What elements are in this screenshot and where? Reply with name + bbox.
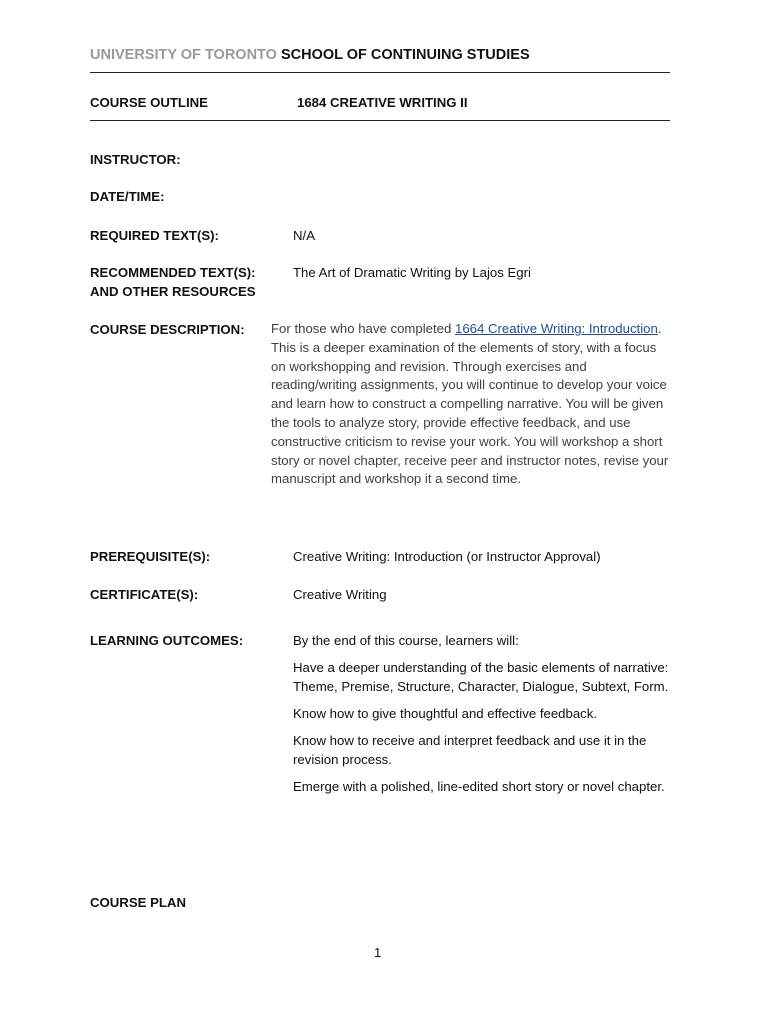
university-name: UNIVERSITY OF TORONTO [90,47,277,63]
certificates-label: CERTIFICATE(S): [90,587,199,602]
title-rule [90,120,670,121]
prerequisites-value: Creative Writing: Introduction (or Instructor Approval) [293,549,601,564]
outcomes-intro: By the end of this course, learners will: [293,633,519,648]
required-texts-value: N/A [293,228,315,243]
document-header [90,47,530,63]
outcome-item: Emerge with a polished, line-edited short story or novel chapter. [293,779,665,794]
recommended-texts-label: RECOMMENDED TEXT(S): [90,265,256,280]
learning-outcomes-list [293,631,671,804]
prerequisite-course-link[interactable]: 1664 Creative Writing: Introduction [455,321,658,336]
course-description-text [271,320,671,489]
course-plan-heading: COURSE PLAN [90,895,186,910]
course-title: 1684 CREATIVE WRITING II [297,95,468,110]
prerequisites-label: PREREQUISITE(S): [90,549,211,564]
outcome-item: Have a deeper understanding of the basic elements of narrative: Theme, Premise, Structure, Character, Dialogue, Subtext, Form. [293,660,669,694]
required-texts-label: REQUIRED TEXT(S): [90,228,219,243]
description-body: . This is a deeper examination of the elements of story, with a focus on workshopping and revision. Through exercises and reading/writing assignments, you will continue to develop your voice and learn how to construct a compelling narrative. You will be given the tools to analyze story, provide effective feedback, and use constructive criticism to revise your work. You will workshop a short story or novel chapter, receive peer and instructor notes, revise your manuscript and workshop it a second time. [271,321,669,487]
course-description-label: COURSE DESCRIPTION: [90,322,245,337]
other-resources-label: AND OTHER RESOURCES [90,284,256,299]
header-rule [90,72,670,73]
school-name: SCHOOL OF CONTINUING STUDIES [280,47,530,63]
recommended-texts-value: The Art of Dramatic Writing by Lajos Egri [293,265,531,280]
learning-outcomes-label: LEARNING OUTCOMES: [90,633,244,648]
certificates-value: Creative Writing [293,587,387,602]
outcome-item: Know how to receive and interpret feedback and use it in the revision process. [293,733,647,767]
datetime-label: DATE/TIME: [90,189,165,204]
outcome-item: Know how to give thoughtful and effective feedback. [293,706,598,721]
course-outline-label: COURSE OUTLINE [90,95,208,110]
instructor-label: INSTRUCTOR: [90,152,181,167]
description-lead: For those who have completed [271,321,455,336]
page-number: 1 [374,945,382,960]
